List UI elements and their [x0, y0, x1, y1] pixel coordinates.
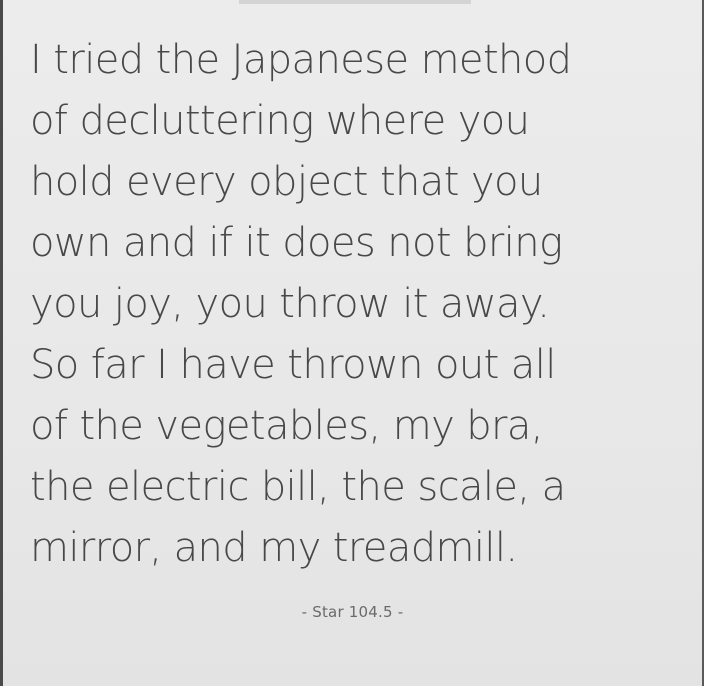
top-edge-tab [239, 0, 471, 4]
quote-line: you joy, you throw it away. [30, 281, 550, 327]
quote-line: own and if it does not bring [30, 220, 563, 266]
quote-line: So far I have thrown out all [30, 342, 556, 388]
quote-line: hold every object that you [30, 159, 543, 205]
quote-line: I tried the Japanese method [30, 37, 572, 83]
quote-line: of the vegetables, my bra, [30, 403, 543, 449]
quote-text [30, 30, 690, 579]
quote-line: of decluttering where you [30, 98, 530, 144]
attribution: - Star 104.5 - [301, 603, 404, 621]
quote-line: the electric bill, the scale, a [30, 464, 566, 510]
quote-line: mirror, and my treadmill. [30, 525, 518, 571]
